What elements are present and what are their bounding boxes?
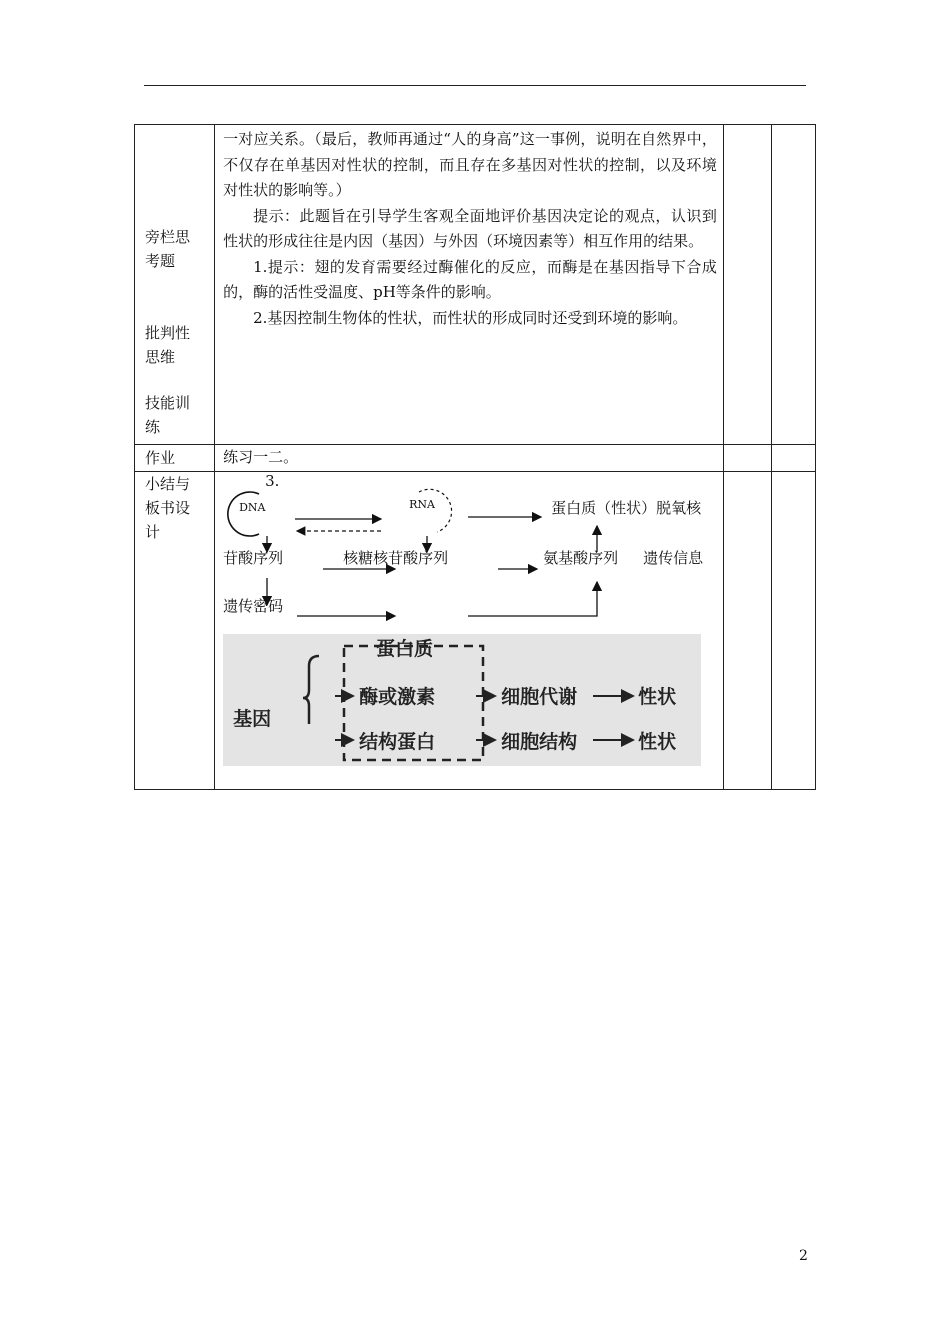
paragraph: 2.基因控制生物体的性状，而性状的形成同时还受到环境的影响。 bbox=[253, 308, 688, 327]
side-label: 考题 bbox=[145, 252, 176, 270]
content-cell bbox=[215, 125, 724, 445]
paragraph: 提示：此题旨在引导学生客观全面地评价基因决定论的观点，认识到性状的形成往往是内因（基因）与外因（环境因素等）相互作用的结果。 bbox=[223, 206, 717, 250]
rna-label: RNA bbox=[409, 497, 435, 511]
gene-trait-lines bbox=[223, 634, 701, 766]
gene-trait-figure bbox=[223, 634, 701, 766]
trait-label: 性状 bbox=[638, 730, 677, 753]
side-label: 计 bbox=[145, 522, 161, 541]
paragraph: 一对应关系。（最后，教师再通过“人的身高”这一事例，说明在自然界中，不仅存在单基因对性状的控制，而且存在多基因对性状的控制，以及环境对性状的影响等。） bbox=[223, 130, 717, 199]
trait-label: 性状 bbox=[638, 685, 677, 708]
amino-acid-seq-label: 氨基酸序列 bbox=[543, 548, 619, 567]
empty-cell bbox=[771, 471, 815, 789]
brace-icon bbox=[303, 656, 319, 724]
homework-text: 练习一二。 bbox=[223, 448, 299, 466]
central-dogma-diagram bbox=[215, 472, 723, 782]
empty-cell bbox=[771, 125, 815, 445]
header-rule bbox=[144, 85, 806, 86]
ribonucleotide-seq-label: 核糖核苷酸序列 bbox=[343, 548, 449, 567]
side-label: 小结与 bbox=[145, 474, 191, 493]
replication-arc bbox=[228, 492, 259, 536]
content-cell bbox=[215, 445, 724, 472]
page-number: 2 bbox=[799, 1248, 808, 1264]
side-label-cell bbox=[135, 125, 215, 445]
lesson-plan-table bbox=[134, 124, 816, 790]
content-cell bbox=[215, 471, 724, 789]
nucleotide-seq-label: 苷酸序列 bbox=[223, 548, 284, 567]
empty-cell bbox=[723, 445, 771, 472]
empty-cell bbox=[771, 445, 815, 472]
metabolism-label: 细胞代谢 bbox=[501, 685, 578, 708]
table-row bbox=[135, 445, 816, 472]
side-label: 板书设 bbox=[145, 498, 191, 517]
empty-cell bbox=[723, 125, 771, 445]
table-row bbox=[135, 125, 816, 445]
cell-structure-label: 细胞结构 bbox=[501, 730, 578, 753]
info-arrow bbox=[468, 582, 597, 616]
item-number: 3. bbox=[265, 471, 280, 490]
side-label: 练 bbox=[145, 418, 161, 436]
gene-label: 基因 bbox=[233, 707, 272, 730]
side-label-cell bbox=[135, 471, 215, 789]
paragraph: 1.提示：翅的发育需要经过酶催化的反应，而酶是在基因指导下合成的，酶的活性受温度、pH等条件的影响。 bbox=[223, 257, 717, 301]
genetic-code-label: 遗传密码 bbox=[223, 596, 284, 615]
empty-cell bbox=[723, 471, 771, 789]
table-row bbox=[135, 471, 816, 789]
dna-label: DNA bbox=[239, 500, 266, 514]
side-label: 思维 bbox=[145, 348, 176, 366]
enzyme-hormone-label: 酶或激素 bbox=[359, 685, 436, 708]
protein-trait-label: 蛋白质（性状）脱氧核 bbox=[551, 498, 702, 517]
genetic-info-label: 遗传信息 bbox=[643, 548, 704, 567]
side-label: 批判性 bbox=[145, 324, 191, 342]
protein-label: 蛋白质 bbox=[376, 637, 434, 660]
side-label: 作业 bbox=[145, 449, 176, 467]
side-label: 旁栏思 bbox=[145, 228, 191, 246]
side-label-cell bbox=[135, 445, 215, 472]
side-label: 技能训 bbox=[145, 394, 191, 412]
structural-protein-label: 结构蛋白 bbox=[359, 730, 436, 753]
